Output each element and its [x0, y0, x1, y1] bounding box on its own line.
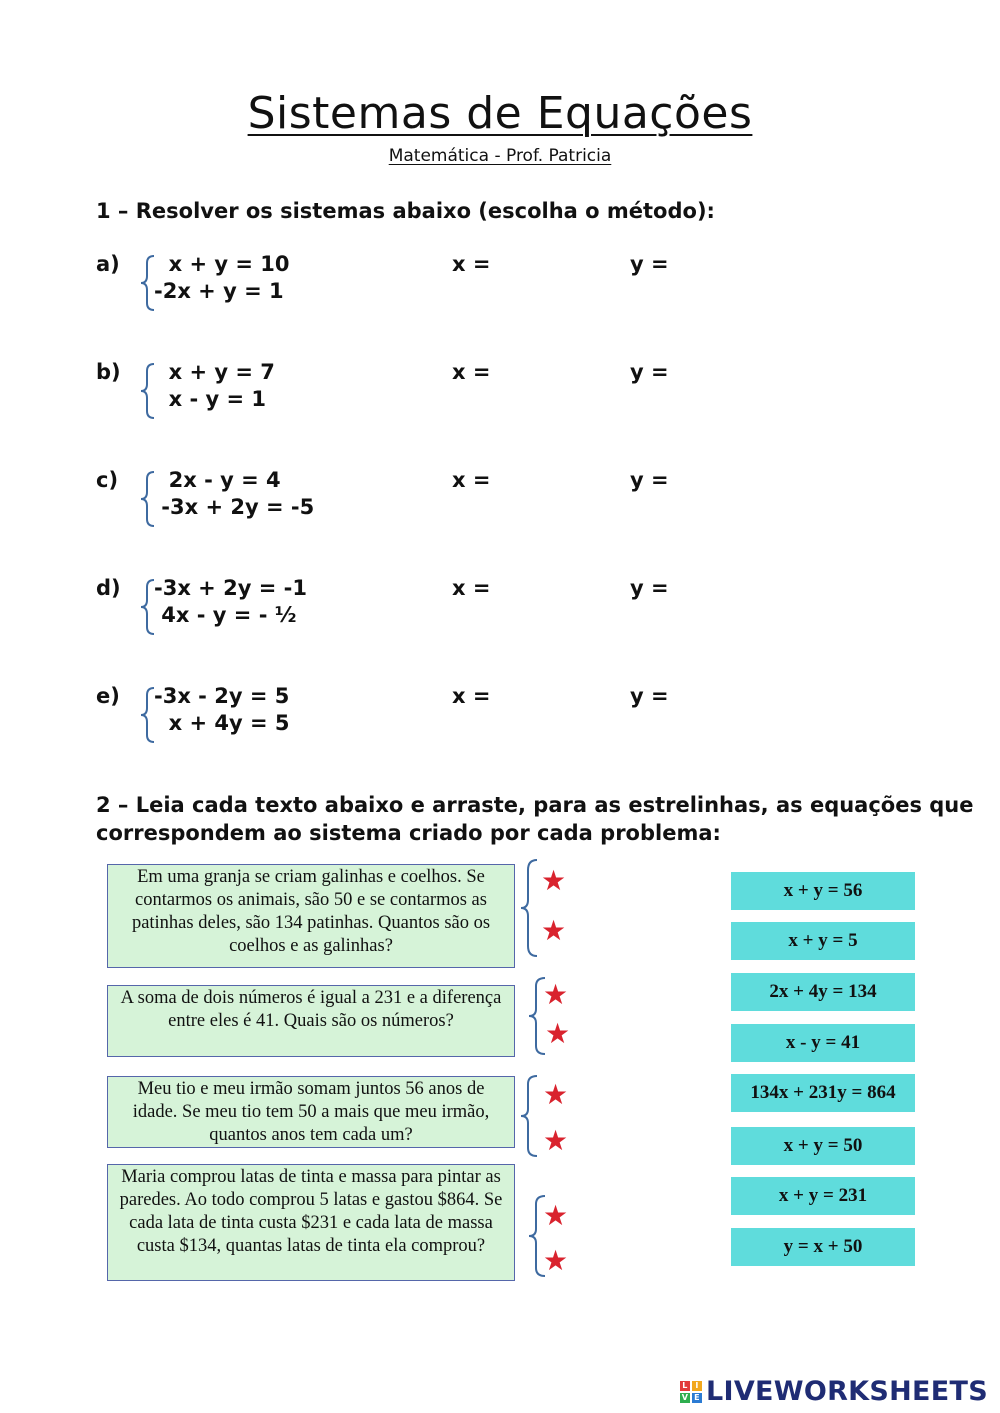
star-drop-target-1a[interactable]: ★ — [541, 864, 567, 897]
brace-icon — [140, 578, 154, 636]
equation-1: 2x - y = 4 — [154, 468, 281, 492]
logo-mark-cell: V — [681, 1392, 689, 1402]
equation-2: x - y = 1 — [154, 387, 267, 411]
y-answer-label: y = — [630, 252, 669, 276]
answer-tile-5[interactable]: 134x + 231y = 864 — [731, 1074, 915, 1114]
star-drop-target-4b[interactable]: ★ — [543, 1244, 569, 1277]
x-answer-label: x = — [452, 468, 491, 492]
answer-tile-2[interactable]: x + y = 5 — [731, 922, 915, 962]
x-answer-label: x = — [452, 576, 491, 600]
equation-1: -3x + 2y = -1 — [154, 576, 307, 600]
section2-heading-line2: correspondem ao sistema criado por cada problema: — [96, 821, 721, 845]
x-answer-label: x = — [452, 360, 491, 384]
equation-1: -3x - 2y = 5 — [154, 684, 290, 708]
section2-heading-line1: 2 – Leia cada texto abaixo e arraste, para as estrelinhas, as equações que — [96, 793, 974, 817]
answer-tile-7[interactable]: x + y = 231 — [731, 1177, 915, 1217]
equation-2: -2x + y = 1 — [154, 279, 284, 303]
system-label: d) — [96, 576, 121, 600]
answer-tile-8[interactable]: y = x + 50 — [731, 1228, 915, 1268]
answer-tile-4[interactable]: x - y = 41 — [731, 1024, 915, 1064]
logo-mark-cell: I — [692, 1381, 702, 1391]
answer-tile-3[interactable]: 2x + 4y = 134 — [731, 973, 915, 1013]
system-label: b) — [96, 360, 121, 384]
system-label: e) — [96, 684, 120, 708]
system-label: a) — [96, 252, 120, 276]
star-drop-target-2b[interactable]: ★ — [545, 1017, 571, 1050]
section1-heading: 1 – Resolver os sistemas abaixo (escolha o método): — [96, 199, 715, 223]
answer-tile-6[interactable]: x + y = 50 — [731, 1127, 915, 1167]
y-answer-label: y = — [630, 468, 669, 492]
section2-heading — [96, 791, 974, 847]
y-answer-label: y = — [630, 576, 669, 600]
problem-box-3: Meu tio e meu irmão somam juntos 56 anos de idade. Se meu tio tem 50 a mais que meu irmão, quantos anos tem cada um? — [107, 1076, 515, 1148]
brace-icon — [140, 254, 154, 312]
y-answer-label: y = — [630, 684, 669, 708]
brace-icon — [140, 686, 154, 744]
problem-box-4: Maria comprou latas de tinta e massa para pintar as paredes. Ao todo comprou 5 latas e gastou $864. Se cada lata de tinta custa $231 e cada lata de massa custa $134, quantas latas de tinta ela comprou? — [107, 1164, 515, 1281]
brace-icon — [140, 362, 154, 420]
y-answer-label: y = — [630, 360, 669, 384]
page-title: Sistemas de Equações — [247, 88, 753, 139]
star-drop-target-2a[interactable]: ★ — [543, 978, 569, 1011]
equation-2: -3x + 2y = -5 — [154, 495, 315, 519]
x-answer-label: x = — [452, 684, 491, 708]
star-drop-target-1b[interactable]: ★ — [541, 914, 567, 947]
system-label: c) — [96, 468, 119, 492]
brace-icon — [519, 1074, 539, 1158]
equation-1: x + y = 10 — [154, 252, 290, 276]
logo-text: LIVEWORKSHEETS — [705, 1376, 988, 1407]
logo-mark-cell: L — [680, 1381, 690, 1391]
problem-box-1: Em uma granja se criam galinhas e coelhos. Se contarmos os animais, são 50 e se contarmos as patinhas deles, são 134 patinhas. Quantos são os coelhos e as galinhas? — [107, 864, 515, 968]
equation-2: 4x - y = - ½ — [154, 603, 297, 627]
brace-icon — [519, 858, 539, 958]
x-answer-label: x = — [452, 252, 491, 276]
problem-box-2: A soma de dois números é igual a 231 e a diferença entre eles é 41. Quais são os números? — [107, 985, 515, 1057]
equation-2: x + 4y = 5 — [154, 711, 290, 735]
answer-tile-1[interactable]: x + y = 56 — [731, 872, 915, 912]
star-drop-target-3b[interactable]: ★ — [543, 1124, 569, 1157]
page-subtitle: Matemática - Prof. Patricia — [388, 146, 612, 166]
star-drop-target-3a[interactable]: ★ — [543, 1078, 569, 1111]
equation-1: x + y = 7 — [154, 360, 275, 384]
liveworksheets-logo — [680, 1376, 988, 1407]
logo-mark-icon — [680, 1381, 702, 1403]
logo-mark-cell: E — [692, 1393, 702, 1403]
brace-icon — [140, 470, 154, 528]
star-drop-target-4a[interactable]: ★ — [543, 1199, 569, 1232]
